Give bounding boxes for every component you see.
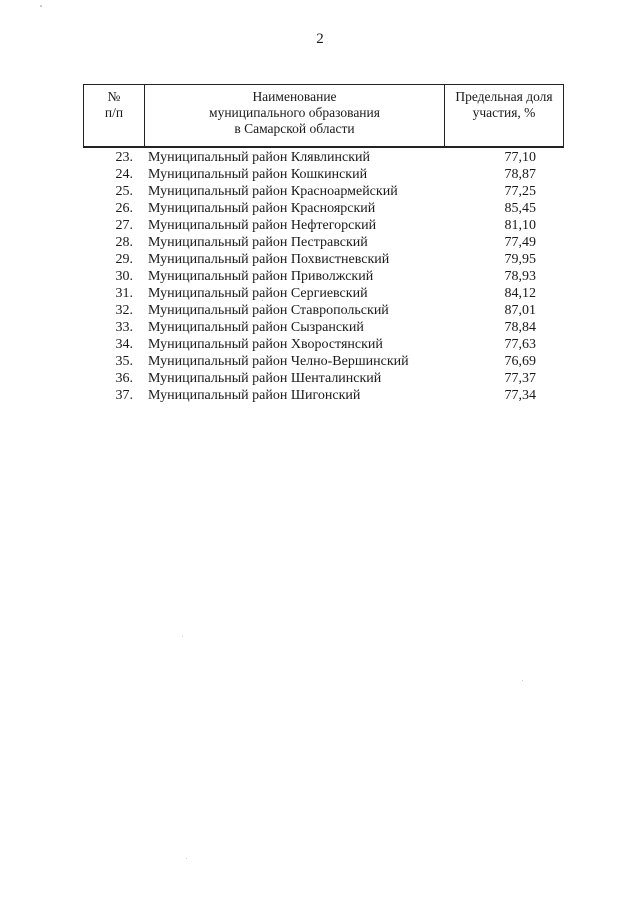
municipality-name: Муниципальный район Похвистневский bbox=[148, 251, 390, 267]
share-value: 87,01 bbox=[504, 302, 536, 318]
share-value: 78,93 bbox=[504, 268, 536, 284]
municipality-name: Муниципальный район Челно-Вершинский bbox=[148, 353, 409, 369]
municipality-name: Муниципальный район Красноармейский bbox=[148, 183, 398, 199]
header-share-column bbox=[445, 85, 564, 148]
row-number: 30. bbox=[115, 268, 133, 284]
table-row bbox=[83, 353, 563, 370]
municipality-name: Муниципальный район Шенталинский bbox=[148, 370, 382, 386]
row-number: 35. bbox=[115, 353, 133, 369]
table-row bbox=[83, 302, 563, 319]
share-value: 77,25 bbox=[504, 183, 536, 199]
municipality-name: Муниципальный район Приволжский bbox=[148, 268, 374, 284]
header-number-column bbox=[84, 85, 145, 148]
header-share-label: Предельная доля участия, % bbox=[455, 89, 553, 120]
row-number: 36. bbox=[115, 370, 133, 386]
table-row bbox=[83, 200, 563, 217]
row-number: 25. bbox=[115, 183, 133, 199]
municipality-name: Муниципальный район Ставропольский bbox=[148, 302, 389, 318]
share-value: 78,87 bbox=[504, 166, 536, 182]
municipality-name: Муниципальный район Клявлинский bbox=[148, 149, 371, 165]
share-value: 76,69 bbox=[504, 353, 536, 369]
header-name-column bbox=[145, 85, 445, 148]
share-value: 77,63 bbox=[504, 336, 536, 352]
municipality-name: Муниципальный район Сергиевский bbox=[148, 285, 368, 301]
share-value: 81,10 bbox=[504, 217, 536, 233]
table-row bbox=[83, 336, 563, 353]
row-number: 32. bbox=[115, 302, 133, 318]
row-number: 23. bbox=[115, 149, 133, 165]
table-row bbox=[83, 234, 563, 251]
row-number: 29. bbox=[115, 251, 133, 267]
row-number: 37. bbox=[115, 387, 133, 403]
table-row bbox=[83, 166, 563, 183]
table-row bbox=[83, 251, 563, 268]
table-row bbox=[83, 370, 563, 387]
municipality-name: Муниципальный район Кошкинский bbox=[148, 166, 368, 182]
row-number: 33. bbox=[115, 319, 133, 335]
row-number: 28. bbox=[115, 234, 133, 250]
share-value: 84,12 bbox=[504, 285, 536, 301]
header-number-label: № п/п bbox=[104, 89, 124, 120]
share-value: 85,45 bbox=[504, 200, 536, 216]
table-row bbox=[83, 319, 563, 336]
table-row bbox=[83, 268, 563, 285]
table-row bbox=[83, 149, 563, 166]
table-row bbox=[83, 387, 563, 404]
page-number: 2 bbox=[316, 31, 324, 47]
header-name-label: Наименование муниципального образования в Самарской области bbox=[209, 89, 380, 136]
row-number: 27. bbox=[115, 217, 133, 233]
table-row bbox=[83, 285, 563, 302]
share-value: 78,84 bbox=[504, 319, 536, 335]
share-value: 77,49 bbox=[504, 234, 536, 250]
table-header bbox=[83, 84, 564, 148]
row-number: 24. bbox=[115, 166, 133, 182]
municipality-name: Муниципальный район Нефтегорский bbox=[148, 217, 377, 233]
share-value: 77,34 bbox=[504, 387, 536, 403]
municipality-name: Муниципальный район Хворостянский bbox=[148, 336, 383, 352]
municipality-name: Муниципальный район Пестравский bbox=[148, 234, 368, 250]
share-value: 77,37 bbox=[504, 370, 536, 386]
table-row bbox=[83, 183, 563, 200]
row-number: 31. bbox=[115, 285, 133, 301]
share-value: 79,95 bbox=[504, 251, 536, 267]
municipality-name: Муниципальный район Шигонский bbox=[148, 387, 361, 403]
municipality-name: Муниципальный район Сызранский bbox=[148, 319, 364, 335]
row-number: 34. bbox=[115, 336, 133, 352]
table-body bbox=[83, 149, 563, 404]
table-row bbox=[83, 217, 563, 234]
municipality-name: Муниципальный район Красноярский bbox=[148, 200, 376, 216]
row-number: 26. bbox=[115, 200, 133, 216]
share-value: 77,10 bbox=[504, 149, 536, 165]
